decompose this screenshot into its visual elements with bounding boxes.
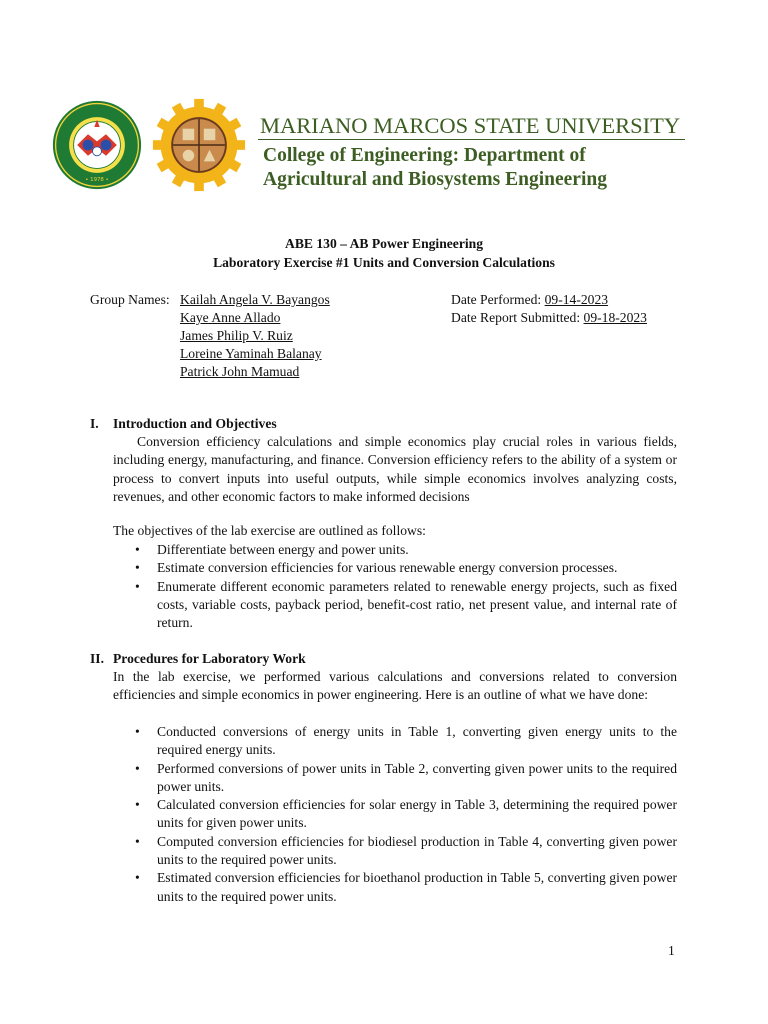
group-member: Kaye Anne Allado bbox=[180, 310, 281, 325]
date-performed-label: Date Performed: bbox=[451, 292, 542, 307]
date-performed bbox=[451, 291, 608, 309]
objectives-intro: The objectives of the lab exercise are outlined as follows: bbox=[113, 523, 426, 538]
exercise-title: Laboratory Exercise #1 Units and Conversion Calculations bbox=[213, 255, 555, 270]
objective-item: • Enumerate different economic parameters related to renewable energy projects, such as fixed costs, variable costs, payback period, benefit-cost ratio, net present value, and internal rate of return. bbox=[135, 578, 677, 631]
procedure-item: • Estimated conversion efficiencies for bioethanol production in Table 5, converting given power units to the required power units. bbox=[135, 870, 677, 904]
college-line-1: College of Engineering: Department of bbox=[263, 145, 586, 166]
group-names-list bbox=[180, 291, 330, 381]
header-rule bbox=[258, 139, 685, 140]
group-names-label: Group Names: bbox=[90, 292, 170, 307]
objective-item: • Estimate conversion efficiencies for various renewable energy conversion processes. bbox=[135, 560, 618, 576]
section-1-number: I. bbox=[90, 416, 99, 431]
section-1-paragraph: Conversion efficiency calculations and simple economics play crucial roles in various fields, including energy, manufacturing, and finance. Conversion efficiency refers to the ability of a system or process to convert inputs into useful outputs, while simple economics involves analyzing costs, revenues, and other economic factors to make informed decisions bbox=[113, 434, 677, 504]
section-2-number: II. bbox=[90, 651, 104, 666]
university-name: MARIANO MARCOS STATE UNIVERSITY bbox=[260, 113, 681, 138]
objectives-list bbox=[133, 541, 677, 632]
objective-item: • Differentiate between energy and power units. bbox=[135, 542, 409, 557]
procedures-list bbox=[133, 723, 677, 906]
procedure-item: • Computed conversion efficiencies for biodiesel production in Table 4, converting given power units to the required power units. bbox=[135, 833, 677, 868]
procedure-item: • Conducted conversions of energy units in Table 1, converting given energy units to the required energy units. bbox=[135, 724, 677, 758]
college-line-2: Agricultural and Biosystems Engineering bbox=[263, 169, 607, 190]
section-1-heading: Introduction and Objectives bbox=[113, 416, 277, 431]
page-number: 1 bbox=[668, 943, 675, 958]
university-seal-icon bbox=[52, 100, 142, 190]
date-submitted bbox=[451, 309, 647, 327]
section-2-paragraph: In the lab exercise, we performed various calculations and conversions related to conversion efficiencies and simple economics in power engineering. Here is an outline of what we have done: bbox=[113, 669, 677, 703]
college-department bbox=[263, 144, 607, 192]
svg-text:• 1978 •: • 1978 • bbox=[85, 177, 109, 183]
date-submitted-value: 09-18-2023 bbox=[583, 310, 647, 325]
date-performed-value: 09-14-2023 bbox=[544, 292, 609, 307]
college-gear-logo-icon bbox=[151, 97, 247, 193]
date-submitted-label: Date Report Submitted: bbox=[451, 310, 581, 325]
procedure-item: • Calculated conversion efficiencies for solar energy in Table 3, determining the required power units for given power units. bbox=[135, 797, 677, 831]
section-2-heading: Procedures for Laboratory Work bbox=[113, 651, 306, 666]
group-member: James Philip V. Ruiz bbox=[180, 328, 293, 343]
procedure-item: • Performed conversions of power units in Table 2, converting given power units to the required power units. bbox=[135, 760, 677, 794]
group-member: Patrick John Mamuad bbox=[180, 364, 300, 379]
course-title: ABE 130 – AB Power Engineering bbox=[285, 236, 483, 251]
group-member: Loreine Yaminah Balanay bbox=[180, 346, 322, 361]
group-member: Kailah Angela V. Bayangos bbox=[180, 292, 330, 307]
